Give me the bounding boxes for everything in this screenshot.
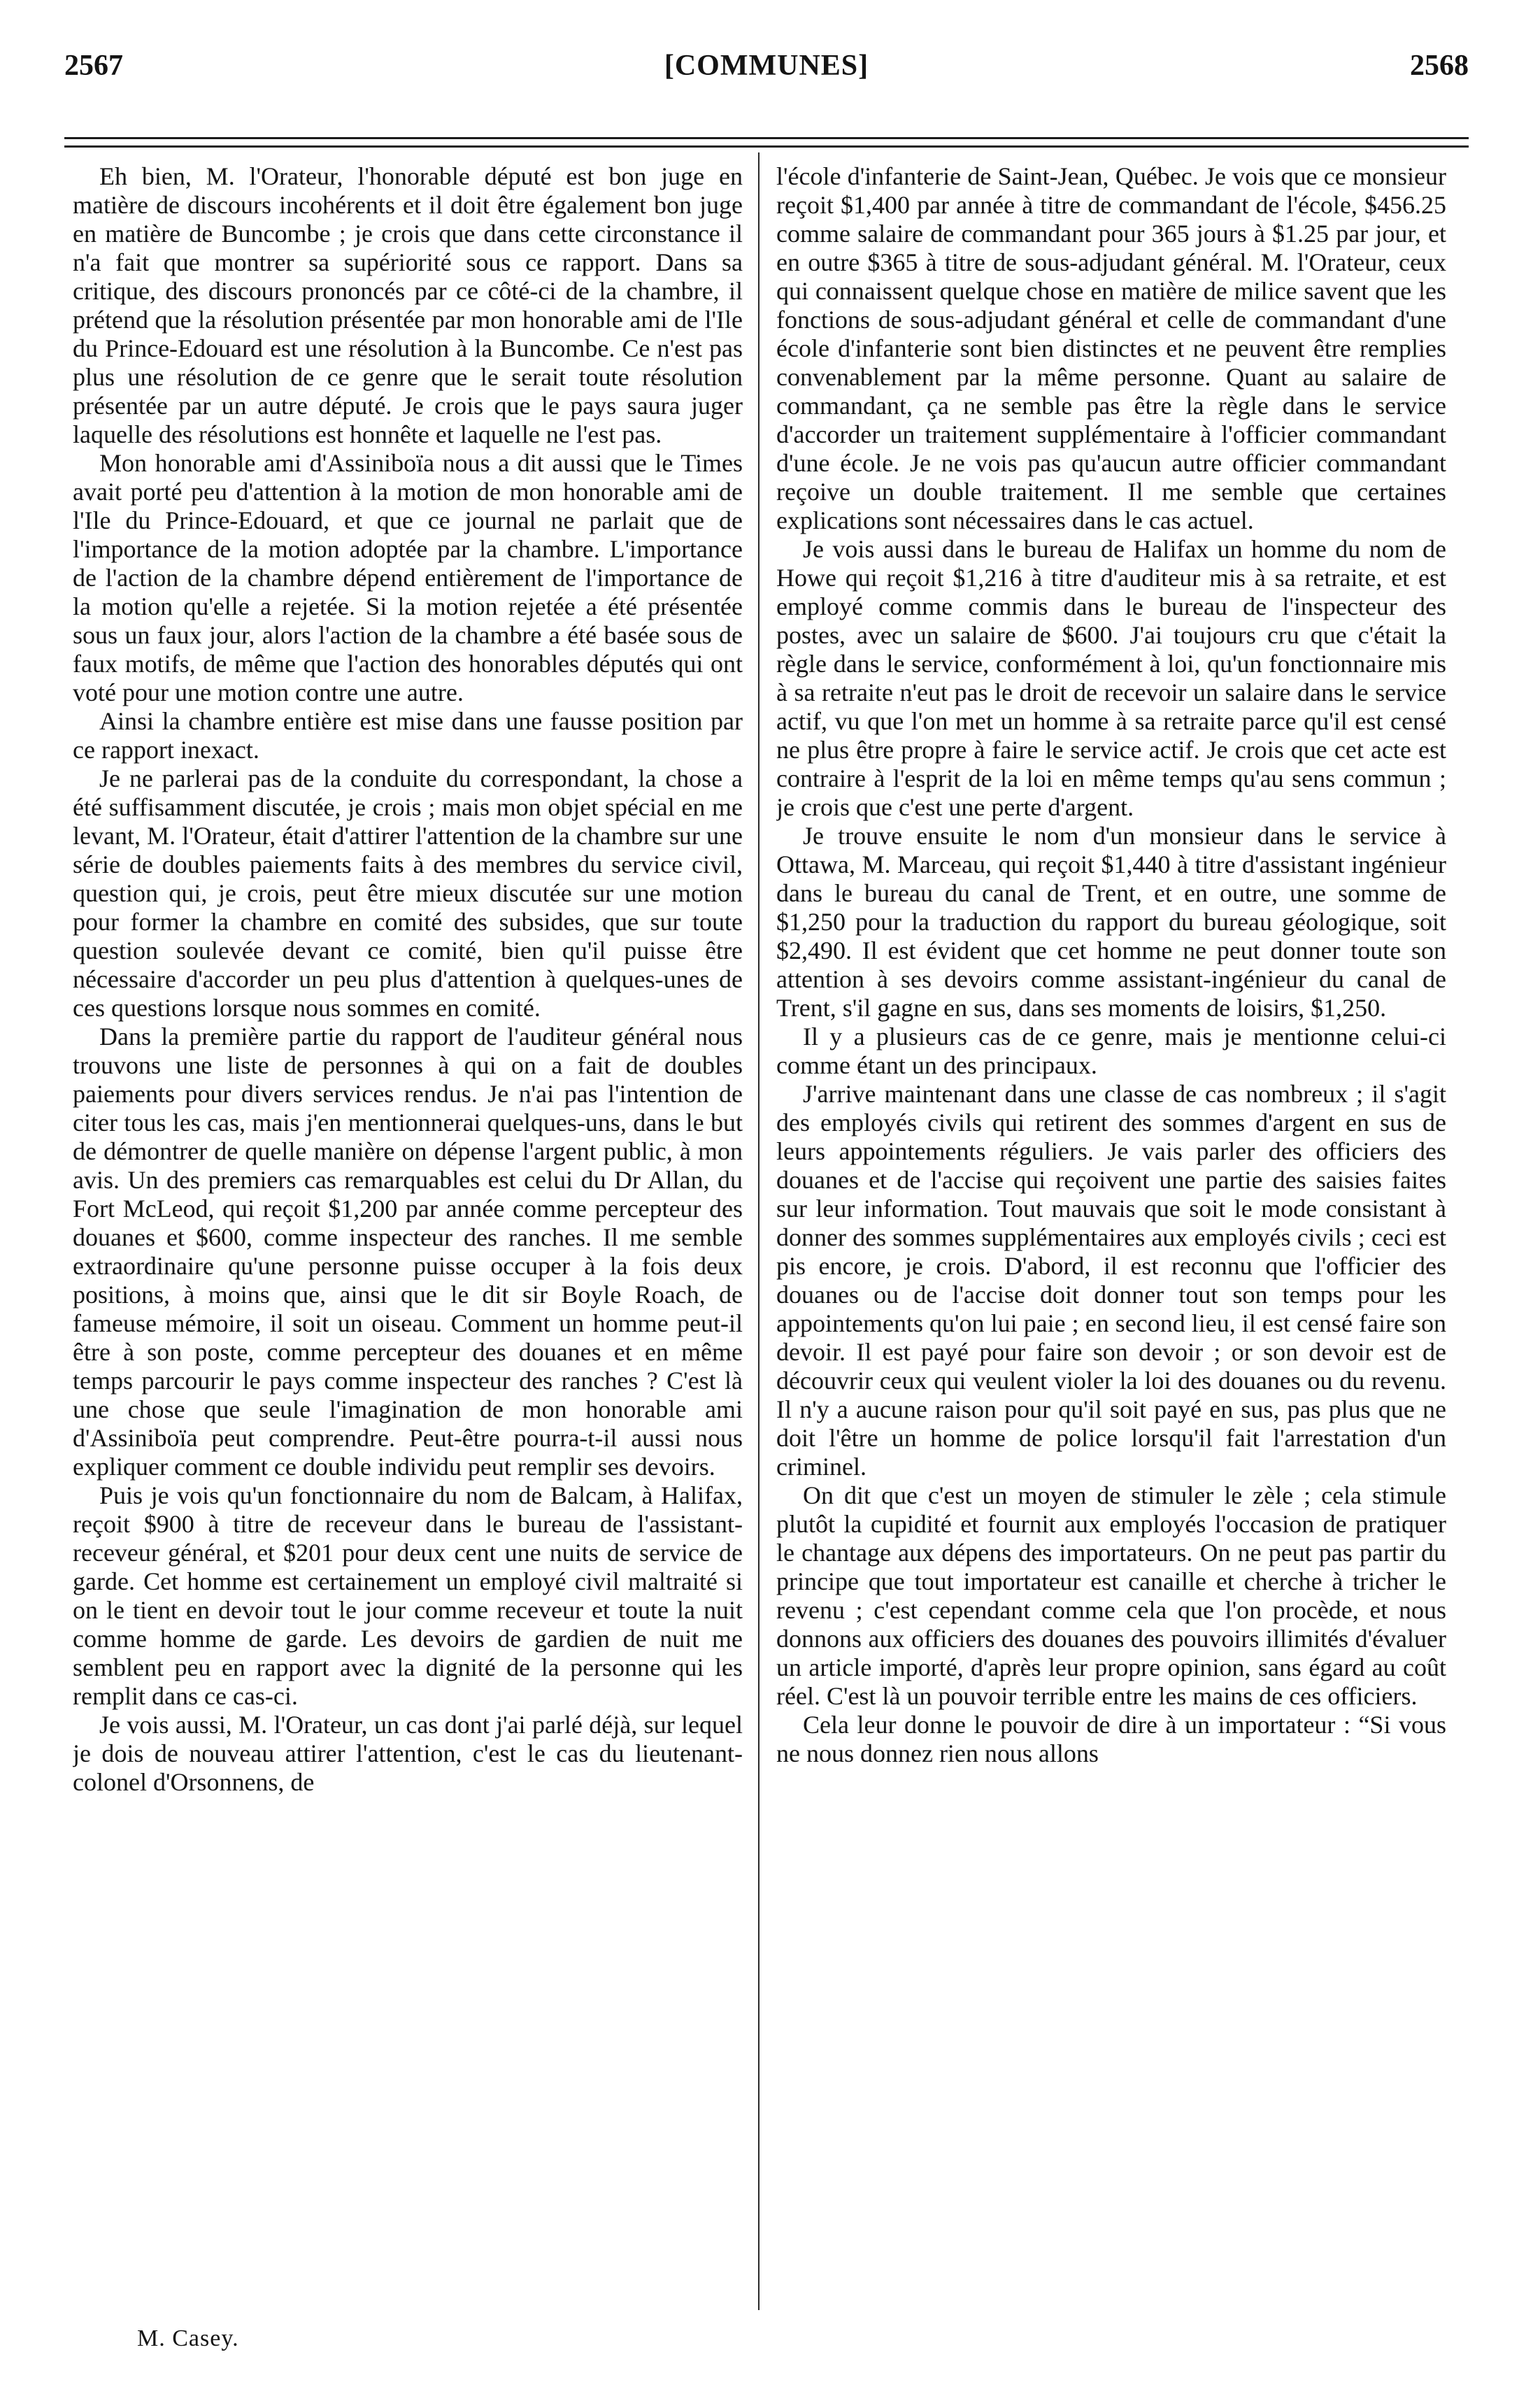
paragraph: Je vois aussi, M. l'Orateur, un cas dont j'ai parlé déjà, sur lequel je dois de nouveau attirer l'attention, c'est le cas du lieutenant-colonel d'Orsonnens, de <box>73 1711 743 1796</box>
page-title: [COMMUNES] <box>664 50 869 82</box>
paragraph: Mon honorable ami d'Assiniboïa nous a dit aussi que le Times avait porté peu d'attention à la motion de mon honorable ami de l'Ile du Prince-Edouard, et que ce journal ne parlait que de l'importance de la motion adoptée par la chambre. L'importance de l'action de la chambre dépend entièrement de l'importance de la motion qu'elle a rejetée. Si la motion rejetée a été présentée sous un faux jour, alors l'action de la chambre a été basée sous de faux motifs, de même que l'action des honorables députés qui ont voté pour une motion contre une autre. <box>73 449 743 706</box>
paragraph: Ainsi la chambre entière est mise dans une fausse position par ce rapport inexact. <box>73 707 743 764</box>
paragraph-continued: l'école d'infanterie de Saint-Jean, Québec. Je vois que ce monsieur reçoit $1,400 par année à titre de commandant de l'école, $456.25 comme salaire de commandant pour 365 jours à $1.25 par jour, et en outre $365 à titre de sous-adjudant général. M. l'Orateur, ceux qui connaissent quelque chose en matière de milice savent que les fonctions de sous-adjudant général et celle de commandant d'une école d'infanterie sont bien distinctes et ne peuvent être remplies convenablement par la même personne. Quant au salaire de commandant, ça ne semble pas être la règle dans le service d'accorder un traitement supplémentaire à l'officier commandant d'une école. Je ne vois pas qu'aucun autre officier commandant reçoive un double traitement. Il me semble que certaines explications sont nécessaires dans le cas actuel. <box>776 162 1446 534</box>
paragraph: Je ne parlerai pas de la conduite du correspondant, la chose a été suffisamment discutée, je crois ; mais mon objet spécial en me levant, M. l'Orateur, était d'attirer l'attention de la chambre sur une série de doubles paiements faits à des membres du service civil, question qui, je crois, peut être mieux discutée sur une motion pour former la chambre en comité des subsides, que sur toute question soulevée devant ce comité, bien qu'il puisse être nécessaire d'accorder un peu plus d'attention à quelques-unes de ces questions lorsque nous sommes en comité. <box>73 764 743 1022</box>
paragraph: Cela leur donne le pouvoir de dire à un importateur : “Si vous ne nous donnez rien nous allons <box>776 1711 1446 1767</box>
header-rule-top <box>64 137 1469 139</box>
paragraph: Dans la première partie du rapport de l'auditeur général nous trouvons une liste de personnes à qui on a fait de doubles paiements pour divers services rendus. Je n'ai pas l'intention de citer tous les cas, mais j'en mentionnerai quelques-uns, dans le but de démontrer de quelle manière on dépense l'argent public, à mon avis. Un des premiers cas remarquables est celui du Dr Allan, du Fort McLeod, qui reçoit $1,200 par année comme percepteur des douanes et $600, comme inspecteur des ranches. Il me semble extraordinaire qu'une personne puisse occuper à la fois deux positions, à moins que, ainsi que le dit sir Boyle Roach, de fameuse mémoire, il soit un oiseau. Comment un homme peut-il être à son poste, comme percepteur des douanes et en même temps parcourir le pays comme inspecteur des ranches ? C'est là une chose que seule l'imagination de mon honorable ami d'Assiniboïa peut comprendre. Peut-être pourra-t-il aussi nous expliquer comment ce double individu peut remplir ses devoirs. <box>73 1023 743 1481</box>
column-divider <box>758 152 760 2310</box>
page-header <box>64 49 1469 91</box>
right-column <box>776 162 1446 2316</box>
paragraph: Eh bien, M. l'Orateur, l'honorable député est bon juge en matière de discours incohérents et il doit être également bon juge en matière de Buncombe ; je crois que dans cette circonstance il n'a fait que montrer sa supériorité sous ce rapport. Dans sa critique, des discours prononcés par ce côté-ci de la chambre, il prétend que la résolution présentée par mon honorable ami de l'Ile du Prince-Edouard est une résolution à la Buncombe. Ce n'est pas plus une résolution de ce genre que le serait toute résolution présentée par un autre député. Je crois que le pays saura juger laquelle des résolutions est honnête et laquelle ne l'est pas. <box>73 162 743 448</box>
paragraph: J'arrive maintenant dans une classe de cas nombreux ; il s'agit des employés civils qui retirent des sommes d'argent en sus de leurs appointements réguliers. Je vais parler des officiers des douanes et de l'accise qui reçoivent une partie des saisies faites sur leur information. Tout mauvais que soit le mode consistant à donner des sommes supplémentaires aux employés civils ; ceci est pis encore, je crois. D'abord, il est reconnu que l'officier des douanes ou de l'accise doit donner tout son temps pour les appointements qu'on lui paie ; en second lieu, il est censé faire son devoir. Il est payé pour faire son devoir ; or son devoir est de découvrir ceux qui veulent violer la loi des douanes ou du revenu. Il n'y a aucune raison pour qu'il soit payé en sus, pas plus que ne doit l'être un homme de police lorsqu'il fait l'arrestation d'un criminel. <box>776 1080 1446 1481</box>
paragraph: Je vois aussi dans le bureau de Halifax un homme du nom de Howe qui reçoit $1,216 à titre d'auditeur mis à sa retraite, et est employé comme commis dans le bureau de l'inspecteur des postes, avec un salaire de $600. J'ai toujours cru que c'était la règle dans le service, conformément à loi, qu'un fonctionnaire mis à sa retraite n'eut pas le droit de recevoir un salaire dans le service actif, vu que l'on met un homme à sa retraite parce qu'il est censé ne plus être propre à faire le service actif. Je crois que cet acte est contraire à l'esprit de la loi en même temps qu'au sens commun ; je crois que c'est une perte d'argent. <box>776 535 1446 821</box>
paragraph: On dit que c'est un moyen de stimuler le zèle ; cela stimule plutôt la cupidité et fournit aux employés l'occasion de pratiquer le chantage aux dépens des importateurs. On ne peut pas partir du principe que tout importateur est canaille et cherche à tricher le revenu ; c'est cependant comme cela que l'on procède, et nous donnons aux officiers des douanes des pouvoirs illimités d'évaluer un article importé, d'après leur propre opinion, sans égard au coût réel. C'est là un pouvoir terrible entre les mains de ces officiers. <box>776 1481 1446 1710</box>
speaker-footer: M. Casey. <box>137 2325 239 2351</box>
paragraph: Je trouve ensuite le nom d'un monsieur dans le service à Ottawa, M. Marceau, qui reçoit $1,440 à titre d'assistant ingénieur dans le bureau du canal de Trent, et en outre, une somme de $1,250 pour la traduction du rapport du bureau géologique, soit $2,490. Il est évident que cet homme ne peut donner toute son attention à ses devoirs comme assistant-ingénieur du canal de Trent, s'il gagne en sus, dans ses moments de loisirs, $1,250. <box>776 822 1446 1022</box>
page-number-left: 2567 <box>64 50 123 82</box>
paragraph: Puis je vois qu'un fonctionnaire du nom de Balcam, à Halifax, reçoit $900 à titre de receveur dans le bureau de l'assistant-receveur général, et $201 pour deux cent une nuits de service de garde. Cet homme est certainement un employé civil maltraité si on le tient en devoir tout le jour comme receveur et toute la nuit comme homme de garde. Les devoirs de gardien de nuit me semblent peu en rapport avec la dignité de la personne qui les remplit dans ce cas-ci. <box>73 1481 743 1710</box>
header-rule-bottom <box>64 145 1469 148</box>
left-column <box>73 162 743 2316</box>
page-number-right: 2568 <box>1410 50 1469 82</box>
paragraph: Il y a plusieurs cas de ce genre, mais je mentionne celui-ci comme étant un des principaux. <box>776 1023 1446 1079</box>
